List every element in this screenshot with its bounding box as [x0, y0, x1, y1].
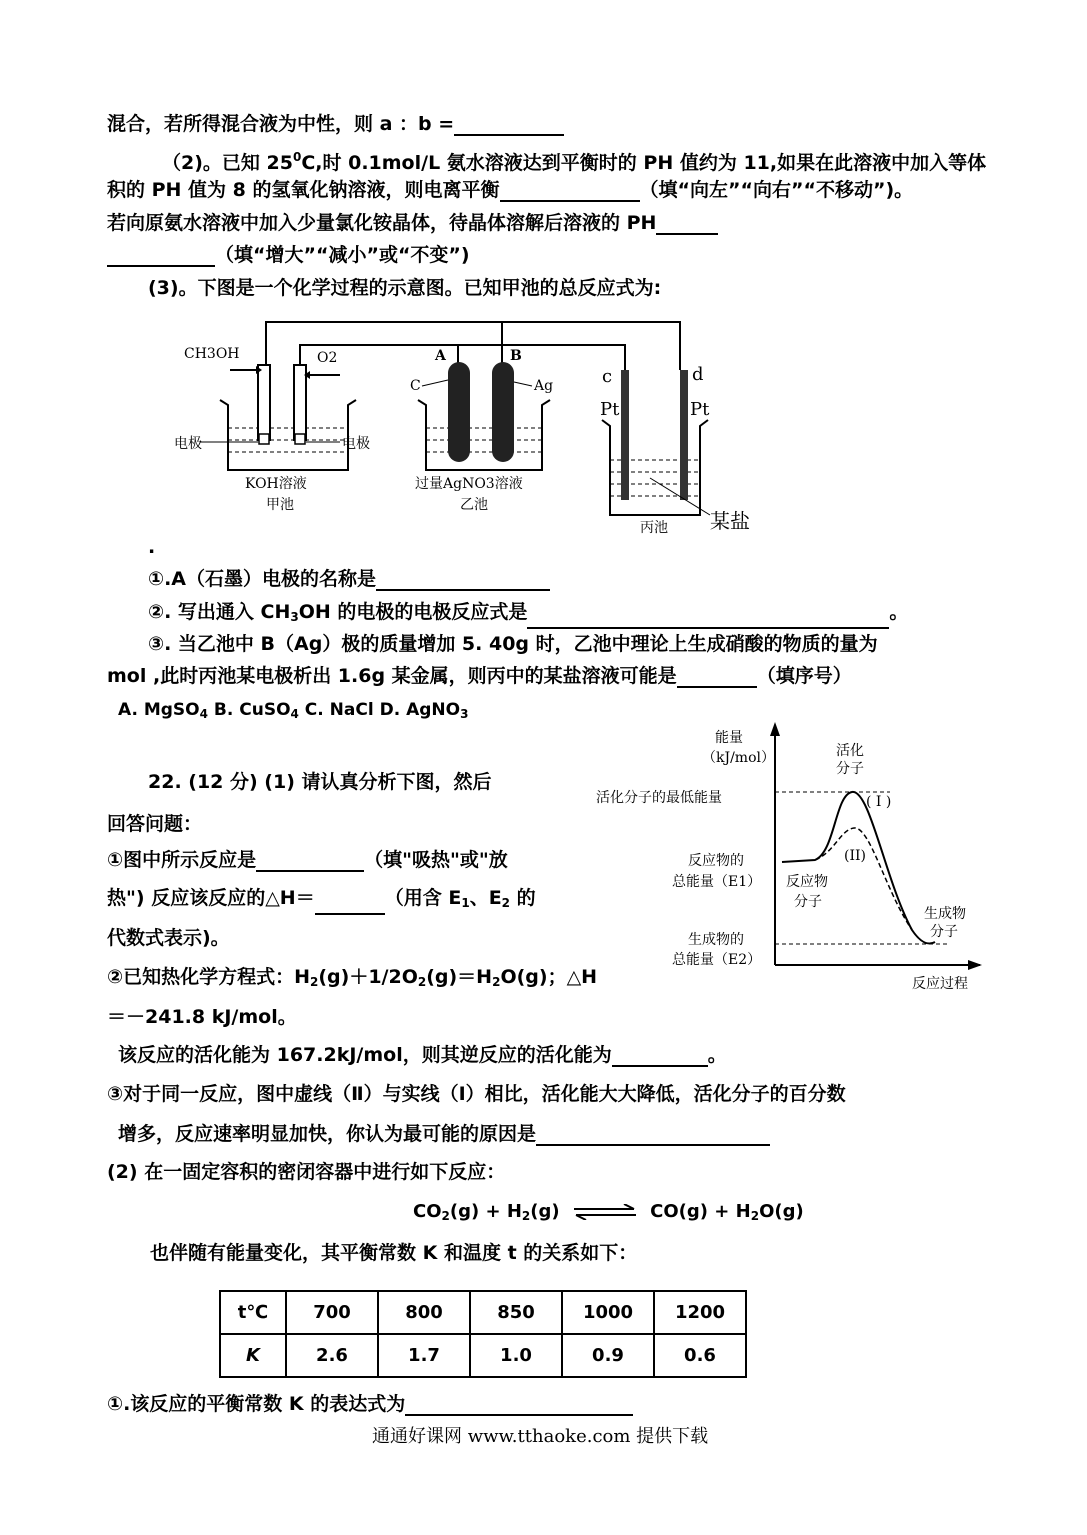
table-cell: 850 [470, 1291, 562, 1334]
table-row-k [220, 1334, 746, 1377]
label-electrode-left: 电极 [174, 436, 202, 452]
answer-blank-reverse-ea[interactable] [612, 1047, 708, 1067]
table-row-temperature [220, 1291, 746, 1334]
beaker-yi [418, 400, 550, 470]
energy-prod-mol-1: 生成物 [924, 906, 966, 922]
answer-blank-ph-a[interactable] [656, 215, 718, 235]
q22-line-e: 代数式表示)。 [107, 927, 230, 949]
q22-line-j: 增多，反应速率明显加快，你认为最可能的原因是 [118, 1122, 770, 1146]
label-bing: 丙池 [640, 520, 668, 536]
q22-line-c: ①图中所示反应是 （填"吸热"或"放 [107, 849, 508, 871]
label-c: c [602, 366, 613, 387]
label-A: A [435, 348, 446, 364]
energy-ylabel-1: 能量 [715, 730, 743, 746]
label-electrode-right: 电极 [342, 436, 370, 452]
line-6: (3)。下图是一个化学过程的示意图。已知甲池的总反应式为: [148, 277, 662, 299]
q22-line-h: 该反应的活化能为 167.2kJ/mol，则其逆反应的活化能为 。 [118, 1044, 727, 1066]
electrode-c [621, 370, 629, 500]
question-2: ②. 写出通入 $CH_3OH$ 的电极的电极反应式是 。 [148, 600, 908, 629]
energy-act-2: 分子 [836, 761, 864, 777]
line-5: （填“增大”“减小”或“不变”) [107, 243, 470, 267]
curve-II [815, 828, 912, 930]
energy-react-mol-1: 反应物 [786, 874, 828, 890]
answer-blank-delta-h[interactable] [315, 895, 385, 915]
question-3: ③. 当乙池中 B（Ag）极的质量增加 5. 40g 时，乙池中理论上生成硝酸的物质的量为 [148, 633, 878, 655]
energy-act-1: 活化 [836, 743, 864, 759]
table-cell: 1000 [562, 1291, 654, 1334]
label-o2: O2 [317, 350, 338, 366]
label-pt-c: Pt [600, 399, 620, 420]
energy-profile-diagram [590, 720, 990, 995]
label-curve-I: ( I ) [866, 794, 892, 810]
electrode-A [448, 362, 470, 462]
label-ch3oh: CH3OH [184, 346, 240, 362]
label-jia: 甲池 [266, 497, 294, 513]
label-koh: KOH溶液 [245, 476, 307, 492]
line-1: 混合，若所得混合液为中性，则 a ：b = [107, 112, 564, 136]
q22-line-m: ①.该反应的平衡常数 K 的表达式为 [107, 1392, 633, 1416]
equilibrium-arrow-icon [572, 1204, 638, 1220]
electrochemical-apparatus-diagram [170, 310, 790, 550]
energy-prod-2: 总能量（E2） [672, 952, 762, 968]
answer-blank-endo-exo[interactable] [256, 852, 364, 872]
curve-I [782, 792, 935, 944]
line-4: 若向原氨水溶液中加入少量氯化铵晶体，待晶体溶解后溶液的 PH [107, 211, 718, 235]
answer-blank-equilibrium[interactable] [500, 182, 640, 202]
answer-blank-ratio[interactable] [454, 116, 564, 136]
label-Ag: Ag [534, 378, 554, 394]
table-header-k: K [220, 1334, 286, 1377]
answer-blank-salt[interactable] [677, 668, 757, 688]
q22-line-l: 也伴随有能量变化，其平衡常数 K 和温度 t 的关系如下： [150, 1242, 638, 1264]
reaction-equation: $CO_2(g) + H_2(g) CO(g) + H_2O(g)$ [413, 1201, 804, 1223]
beaker-bing [602, 420, 708, 515]
answer-blank-k-expression[interactable] [405, 1396, 633, 1416]
table-cell: 800 [378, 1291, 470, 1334]
energy-prod-1: 生成物的 [688, 932, 744, 948]
table-cell: 0.9 [562, 1334, 654, 1377]
line-2: （2)。已知 $25^0C$,时 0.1mol/L 氨水溶液达到平衡时的 PH 值约为 11,如果在此溶液中加入等体 [162, 150, 987, 174]
q22-line-f: ②已知热化学方程式：$H_2(g)+1/2O_2(g)=H_2O(g)$；△H [107, 966, 598, 989]
table-cell: 0.6 [654, 1334, 746, 1377]
label-B: B [510, 348, 522, 364]
answer-blank-ph-b[interactable] [107, 247, 215, 267]
q22-line-i: ③对于同一反应，图中虚线（Ⅱ）与实线（Ⅰ）相比，活化能大大降低，活化分子的百分数 [107, 1083, 846, 1105]
label-d: d [692, 364, 704, 385]
table-cell: 1.0 [470, 1334, 562, 1377]
question-1: ①.A（石墨）电极的名称是 [148, 567, 550, 591]
table-cell: 2.6 [286, 1334, 378, 1377]
label-yi: 乙池 [460, 497, 488, 513]
table-header-t: t℃ [220, 1291, 286, 1334]
options: A. MgSO$_4$ B. CuSO$_4$ C. NaCl D. AgNO$_3$ [118, 700, 469, 721]
label-salt: 某盐 [710, 509, 750, 533]
label-pt-d: Pt [690, 399, 710, 420]
energy-react-2: 总能量（E1） [672, 874, 762, 890]
equilibrium-constant-table [219, 1290, 747, 1378]
table-cell: 1.7 [378, 1334, 470, 1377]
energy-react-mol-2: 分子 [794, 894, 822, 910]
q22-line-k: (2) 在一固定容积的密闭容器中进行如下反应： [107, 1161, 506, 1183]
dot: . [148, 536, 156, 558]
beaker-jia [220, 400, 356, 470]
energy-ylabel-2: （kJ/mol） [702, 750, 775, 766]
q22-line-a: 22. (12 分) (1) 请认真分析下图，然后 [148, 771, 492, 793]
label-curve-II: (II) [844, 848, 866, 864]
line-3: 积的 PH 值为 8 的氢氧化钠溶液，则电离平衡 （填“向左”“向右”“不移动”)。 [107, 179, 914, 201]
q22-line-b: 回答问题： [107, 813, 203, 835]
label-agno3: 过量AgNO3溶液 [415, 476, 523, 492]
energy-react-1: 反应物的 [688, 853, 744, 869]
q22-line-g: ＝－241.8 kJ/mol。 [107, 1006, 297, 1028]
electrode-d [680, 370, 688, 500]
answer-blank-electrode-reaction[interactable] [527, 609, 889, 629]
question-3-cont: mol ,此时丙池某电极析出 1.6g 某金属，则丙中的某盐溶液可能是 （填序号） [107, 665, 852, 687]
energy-prod-mol-2: 分子 [930, 924, 958, 940]
label-C: C [410, 378, 421, 394]
table-cell: 1200 [654, 1291, 746, 1334]
answer-blank-electrode-name[interactable] [376, 571, 550, 591]
page-footer: 通通好课网 www.tthaoke.com 提供下载 [372, 1426, 709, 1447]
q22-line-d: 热") 反应该反应的△H＝ （用含 $E_1$、$E_2$ 的 [107, 886, 536, 915]
energy-xlabel: 反应过程 [912, 976, 968, 992]
energy-min-label: 活化分子的最低能量 [596, 790, 722, 806]
table-cell: 700 [286, 1291, 378, 1334]
answer-blank-reason[interactable] [536, 1126, 770, 1146]
electrode-B [492, 362, 514, 462]
